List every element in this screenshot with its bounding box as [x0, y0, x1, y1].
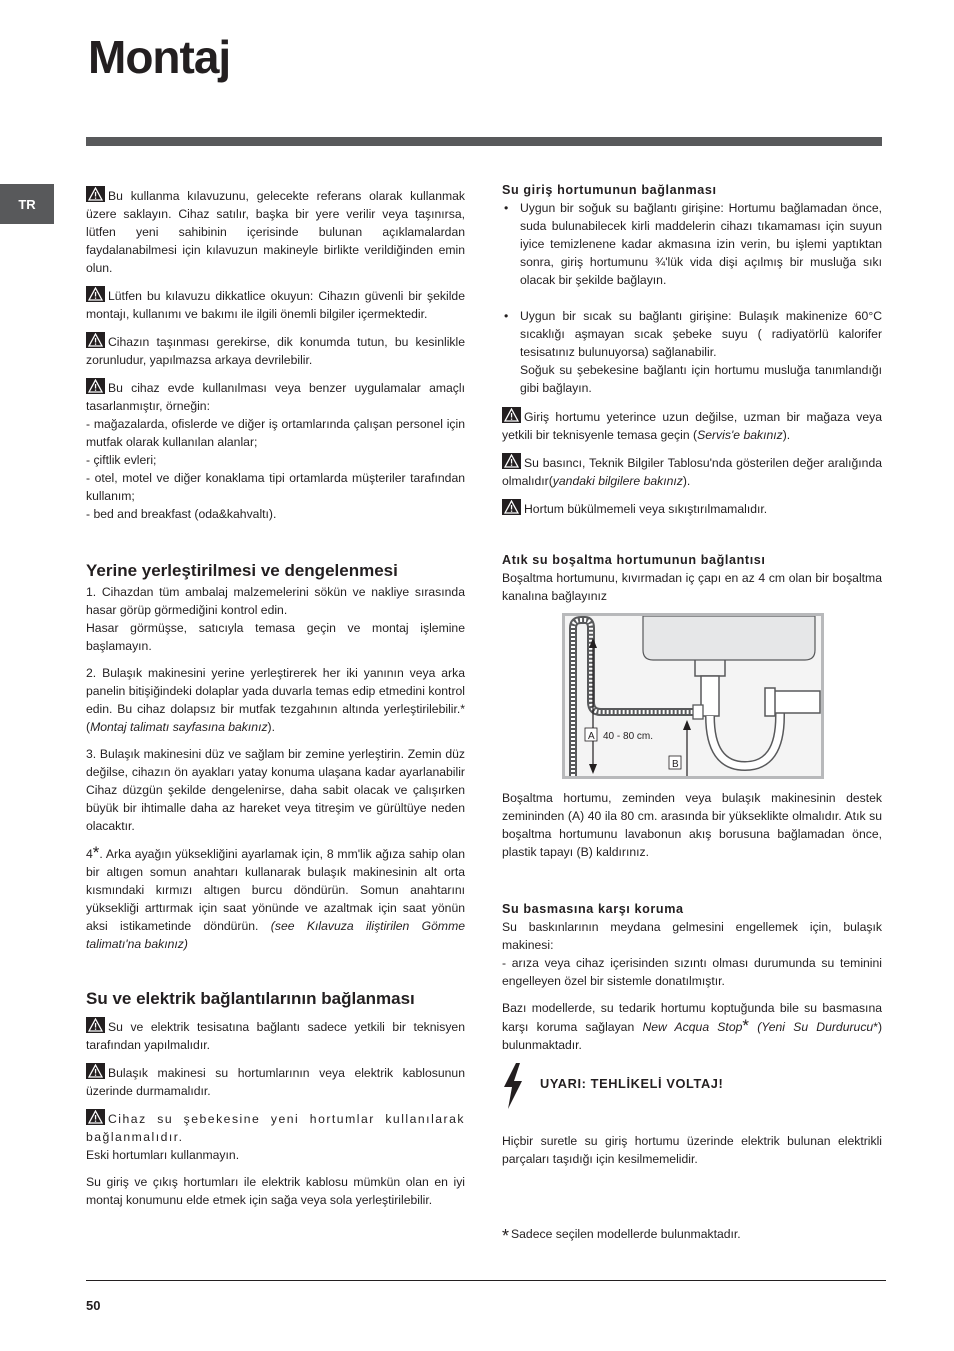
left-column — [86, 186, 465, 1218]
footer-divider — [86, 1280, 886, 1281]
usage-item: - çiftlik evleri; — [86, 453, 157, 467]
paragraph — [86, 664, 465, 736]
paragraph: Su giriş ve çıkış hortumları ile elektrik kablosu mümkün olan en iyi montaj konumunu elde etmek için sağa veya sola yerleştirilebilir. — [86, 1175, 465, 1207]
paragraph — [86, 583, 465, 655]
paragraph-text: ). — [267, 720, 275, 734]
paragraph-text: Hasar görmüşse, satıcıyla temasa geçin ve montaj işlemine başlamayın. — [86, 621, 465, 653]
voltage-warning-label: UYARI: TEHLİKELİ VOLTAJ! — [540, 1076, 724, 1091]
warning-paragraph — [86, 1017, 465, 1054]
warning-icon — [86, 1109, 105, 1125]
footnote-text: Sadece seçilen modellerde bulunmaktadır. — [511, 1227, 741, 1241]
reference-text: (see Kılavuza iliştirilen Gömme talimatı'na bakınız) — [86, 919, 466, 951]
warning-icon — [86, 186, 105, 202]
list-item-text: Soğuk su şebekesine bağlantı için hortumu musluğa tanımlandığı gibi bağlayın. — [520, 363, 882, 395]
lightning-bolt-icon — [502, 1063, 524, 1114]
intro-text-1: Bu kullanma kılavuzunu, gelecekte referans olarak kullanmak üzere saklayın. Cihaz satılır, başka bir yere verilir veya taşınırsa, lütfen yeni sahibinin içerisinde bulunan açıklamalardan faydalanabilmesi için kılavuzun makineyle birlikte verildiğinden emin olun. — [86, 189, 465, 275]
warning-icon — [86, 378, 105, 394]
usage-item: - mağazalarda, ofislerde ve diğer iş ortamlarında çalışan personel için mutfak olarak kullanılan alanlar; — [86, 417, 465, 449]
section-heading: Yerine yerleştirilmesi ve dengelenmesi — [86, 561, 398, 580]
warning-icon — [86, 332, 105, 348]
paragraph-text: Giriş hortumu yeterince uzun değilse, uzman bir mağaza veya yetkili bir teknisyenle temasa geçin ( — [502, 410, 882, 442]
warning-paragraph — [86, 186, 465, 277]
paragraph-text: 2. Bulaşık makinesini yerine yerleştirerek her iki yanının veya arka panelin bitişiğindeki dolaplar yada duvarla temas edip etmedini kontrol edin. Bu cihaz dolapsız bir mutfak tezgahının altında yerleştirilebilir.* ( — [86, 666, 465, 734]
figure-label-a: A — [588, 731, 595, 742]
paragraph — [502, 999, 882, 1054]
warning-icon — [502, 407, 521, 423]
figure-height-range: 40 - 80 cm. — [603, 731, 654, 742]
asterisk: * — [502, 1226, 510, 1246]
warning-paragraph — [502, 453, 882, 490]
right-column — [502, 182, 882, 1177]
intro-text-3: Cihazın taşınması gerekirse, dik konumda tutun, bu kesinlikle zorunludur, yapılmazsa arkaya devrilebilir. — [86, 335, 465, 367]
paragraph-text: 1. Cihazdan tüm ambalaj malzemelerini sökün ve nakliye sırasında hasar görüp görmediğini kontrol edin. — [86, 585, 465, 617]
warning-icon — [86, 1063, 105, 1079]
paragraph-text: ) bulunmaktadır. — [502, 1020, 883, 1052]
list-item-text: Uygun bir sıcak su bağlantı girişine: Bulaşık makinenize 60°C sıcaklığı aşmayan sıcak şebeke suyu ( radiyatörlü kalorifer tesisatınız bulunuyorsa) sağlanabilir. — [520, 309, 882, 359]
reference-text: Servis'e bakınız — [697, 428, 783, 442]
list-item — [520, 307, 882, 397]
paragraph-text: Su ve elektrik tesisatına bağlantı sadece yetkili bir teknisyen tarafından yapılmalıdır. — [86, 1020, 465, 1052]
warning-icon — [502, 499, 521, 515]
warning-icon — [86, 1017, 105, 1033]
intro-text-2: Lütfen bu kılavuzu dikkatlice okuyun: Cihazın güvenli bir şekilde montajı, kullanımı ve bakımı ile ilgili önemli bilgiler içermektedir. — [86, 289, 465, 321]
paragraph-text: Hortum bükülmemeli veya sıkıştırılmamalıdır. — [524, 502, 768, 516]
paragraph: Boşaltma hortumu, zeminden veya bulaşık makinesinin destek zemininden (A) 40 ila 80 cm. arasında bir yükseklikte olmalıdır. Atık su boşaltma hortumunu lavabonun akış borusuna bağlamadan önce, plastik tapayı (B) kaldırınız. — [502, 791, 882, 859]
warning-paragraph — [86, 378, 465, 523]
bullet-list — [502, 199, 882, 397]
asterisk: * — [873, 1020, 878, 1034]
reference-text: yandaki bilgilere bakınız — [552, 474, 683, 488]
paragraph: 3. Bulaşık makinesini düz ve sağlam bir zemine yerleştirin. Zemin düz değilse, cihazın ön ayakları yatay konuma ulaşana kadar ayarlanabilir Cihaz düzgün şekilde dengelenirse, daha sabit olacak ve çalışırken büyük bir ihtimalle daha az hareket veya titreşim ve gürültüye neden olacaktır. — [86, 747, 465, 833]
paragraph: Hiçbir suretle su giriş hortumu üzerinde elektrik bulunan elektrikli parçaları taşıdığı için kesilmemelidir. — [502, 1134, 882, 1166]
warning-icon — [502, 453, 521, 469]
usage-item: - bed and breakfast (oda&kahvaltı). — [86, 507, 277, 521]
warning-paragraph — [86, 332, 465, 369]
page-title: Montaj — [88, 31, 231, 83]
list-item: • Uygun bir soğuk su bağlantı girişine: Hortumu bağlamadan önce, suda bulunabilecek kirli maddelerin cihazı tıkamaması için suyun iyice temizlenene kadar akmasına izin verin, bu işlemi yaptıktan sonra, giriş hortumunu ¾'lük vida dişi açılmış bir musluğa sıkı olacak bir şekilde bağlayın. — [520, 199, 882, 289]
footnote — [502, 1226, 741, 1247]
voltage-warning — [502, 1063, 882, 1114]
usage-item: - otel, motel ve diğer konaklama tipi ortamlarda müşteriler tarafından kullanım; — [86, 471, 465, 503]
paragraph-text: Su baskınlarının meydana gelmesini engellemek için, bulaşık makinesi: — [502, 920, 882, 952]
asterisk: * — [92, 843, 100, 862]
drain-hose-diagram — [562, 613, 824, 779]
reference-text: Montaj talimatı sayfasına bakınız — [90, 720, 268, 734]
paragraph-text: Cihaz su şebekesine yeni hortumlar kullanılarak bağlanmalıdır. — [86, 1112, 465, 1144]
page-number: 50 — [86, 1298, 101, 1313]
warning-paragraph — [86, 286, 465, 323]
subsection-heading: Su giriş hortumunun bağlanması — [502, 183, 717, 197]
paragraph-text: . Arka ayağın yüksekliğini ayarlamak için, 8 mm'lik ağıza sahip olan bir altıgen somun anahtarı kullanarak bulaşık makinesinin alt orta kısmındaki kırmızı altıgen burcu döndürün. Somun anahtarını yüksekliği arttırmak için saat yönünde ve azaltmak için saat yönün aksi istikametinde döndürün. — [86, 847, 465, 933]
paragraph-text: ). — [782, 428, 791, 442]
drain-hose-drawing — [565, 616, 821, 776]
paragraph — [502, 918, 882, 990]
paragraph: Boşaltma hortumunu, kıvırmadan iç çapı en az 4 cm olan bir boşaltma kanalına bağlayınız — [502, 571, 882, 603]
title-divider-bar — [86, 137, 882, 146]
usage-intro: Bu cihaz evde kullanılması veya benzer uygulamalar amaçlı tasarlanmıştır, örneğin: — [86, 381, 465, 413]
paragraph-text: Bulaşık makinesi su hortumlarının veya elektrik kablosunun üzerinde durmamalıdır. — [86, 1066, 465, 1098]
subsection-heading: Atık su boşaltma hortumunun bağlantısı — [502, 553, 766, 567]
paragraph-text: Bazı modellerde, su tedarik hortumu koptuğunda bile su basmasına karşı koruma sağlayan — [502, 1001, 882, 1034]
warning-paragraph — [86, 1109, 465, 1164]
language-tab: TR — [0, 184, 54, 224]
paragraph — [86, 844, 465, 953]
warning-paragraph — [86, 1063, 465, 1100]
product-name: (Yeni Su Durdurucu — [757, 1020, 874, 1034]
warning-paragraph — [502, 407, 882, 444]
warning-icon — [86, 286, 105, 302]
product-name: New Acqua Stop — [642, 1020, 743, 1034]
paragraph-text: 4 — [86, 847, 93, 861]
figure-label-b: B — [672, 759, 679, 770]
warning-paragraph — [502, 499, 882, 518]
paragraph-text: Su basıncı, Teknik Bilgiler Tablosu'nda gösterilen değer aralığında olmalıdır( — [502, 456, 882, 488]
paragraph-text: - arıza veya cihaz içerisinden sızıntı olması durumunda su teminini engelleyen özel bir sistemle donatılmıştır. — [502, 956, 882, 988]
paragraph-text: Eski hortumları kullanmayın. — [86, 1148, 240, 1162]
subsection-heading: Su basmasına karşı koruma — [502, 902, 684, 916]
section-heading: Su ve elektrik bağlantılarının bağlanması — [86, 989, 415, 1008]
paragraph-text: ). — [682, 474, 691, 488]
asterisk: * — [742, 1016, 750, 1035]
